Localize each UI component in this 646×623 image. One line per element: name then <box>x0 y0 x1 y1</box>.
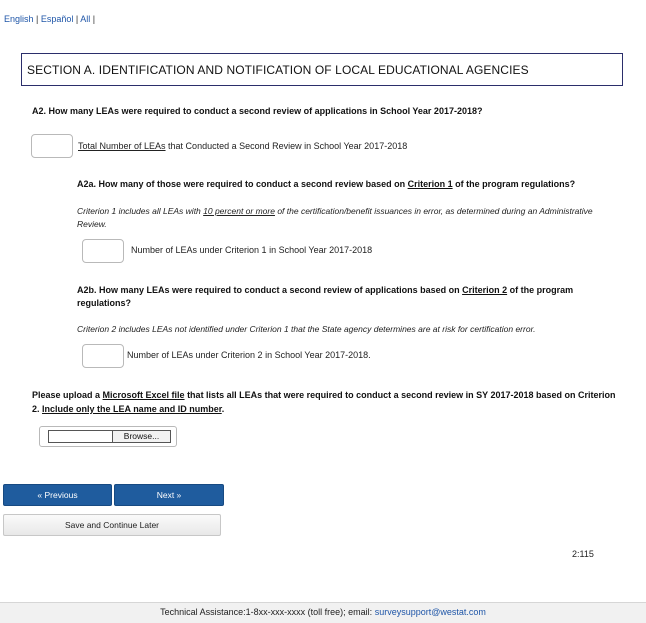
previous-button[interactable]: « Previous <box>3 484 112 506</box>
question-a2a <box>77 179 575 189</box>
a2a-criterion-note <box>77 205 607 231</box>
lang-all-link[interactable]: All <box>80 14 91 24</box>
lang-separator: | <box>90 14 96 24</box>
a2a-question-post: of the program regulations? <box>452 179 576 189</box>
a2a-field-label: Number of LEAs under Criterion 1 in School Year 2017-2018 <box>131 245 373 255</box>
lang-separator: | <box>73 14 81 24</box>
footer-text: Technical Assistance:1-8xx-xxx-xxxx (toll free); email: <box>160 607 375 617</box>
browse-button[interactable]: Browse... <box>112 430 171 443</box>
question-a2: A2. How many LEAs were required to conduct a second review of applications in School Year 2017-2018? <box>32 106 483 116</box>
a2b-question-post: of the program regulations? <box>77 285 574 308</box>
a2a-criterion1-input[interactable] <box>82 239 124 263</box>
total-leas-link[interactable]: Total Number of LEAs <box>78 141 166 151</box>
criterion-1-link[interactable]: Criterion 1 <box>407 179 453 189</box>
a2b-question-pre: A2b. How many LEAs were required to conduct a second review of applications based on <box>77 285 463 295</box>
lea-name-id-link[interactable]: Include only the LEA name and ID number <box>42 404 222 414</box>
a2b-criterion-note: Criterion 2 includes LEAs not identified under Criterion 1 that the State agency determines are at risk for certification error. <box>77 324 536 334</box>
a2a-note-post: of the certification/benefit issuances in error, as determined during an Administrative Review. <box>77 206 593 229</box>
next-button[interactable]: Next » <box>114 484 224 506</box>
upload-text-pre: Please upload a <box>32 390 103 400</box>
a2b-field-label: Number of LEAs under Criterion 2 in School Year 2017-2018. <box>127 350 371 360</box>
a2-label-rest: that Conducted a Second Review in School Year 2017-2018 <box>165 141 408 151</box>
ten-percent-link[interactable]: 10 percent or more <box>203 206 275 216</box>
support-email-link[interactable]: surveysupport@westat.com <box>374 607 486 617</box>
a2a-note-pre: Criterion 1 includes all LEAs with <box>77 206 204 216</box>
a2-field-label <box>78 141 407 151</box>
footer <box>0 602 646 623</box>
upload-text-mid: that lists all LEAs that were required to conduct a second review in SY 2017-2018 based on Criterion 2. <box>32 390 616 414</box>
criterion-2-link[interactable]: Criterion 2 <box>462 285 508 295</box>
upload-instructions <box>32 388 622 416</box>
lang-english-link[interactable]: English <box>4 14 34 24</box>
lang-separator: | <box>33 14 41 24</box>
question-a2b <box>77 284 617 310</box>
upload-text-post: . <box>221 404 225 414</box>
excel-file-link[interactable]: Microsoft Excel file <box>102 390 185 400</box>
file-path-field[interactable] <box>48 430 112 443</box>
a2b-criterion2-input[interactable] <box>82 344 124 368</box>
file-upload-control[interactable] <box>39 426 177 447</box>
language-bar <box>4 14 95 24</box>
save-continue-later-button[interactable]: Save and Continue Later <box>3 514 221 536</box>
page-id: 2:115 <box>572 549 594 559</box>
a2a-question-pre: A2a. How many of those were required to conduct a second review based on <box>77 179 408 189</box>
section-title <box>21 53 623 86</box>
lang-espanol-link[interactable]: Español <box>40 14 74 24</box>
section-title-text: SECTION A. IDENTIFICATION AND NOTIFICATION OF LOCAL EDUCATIONAL AGENCIES <box>27 62 529 77</box>
a2-total-leas-input[interactable] <box>31 134 73 158</box>
